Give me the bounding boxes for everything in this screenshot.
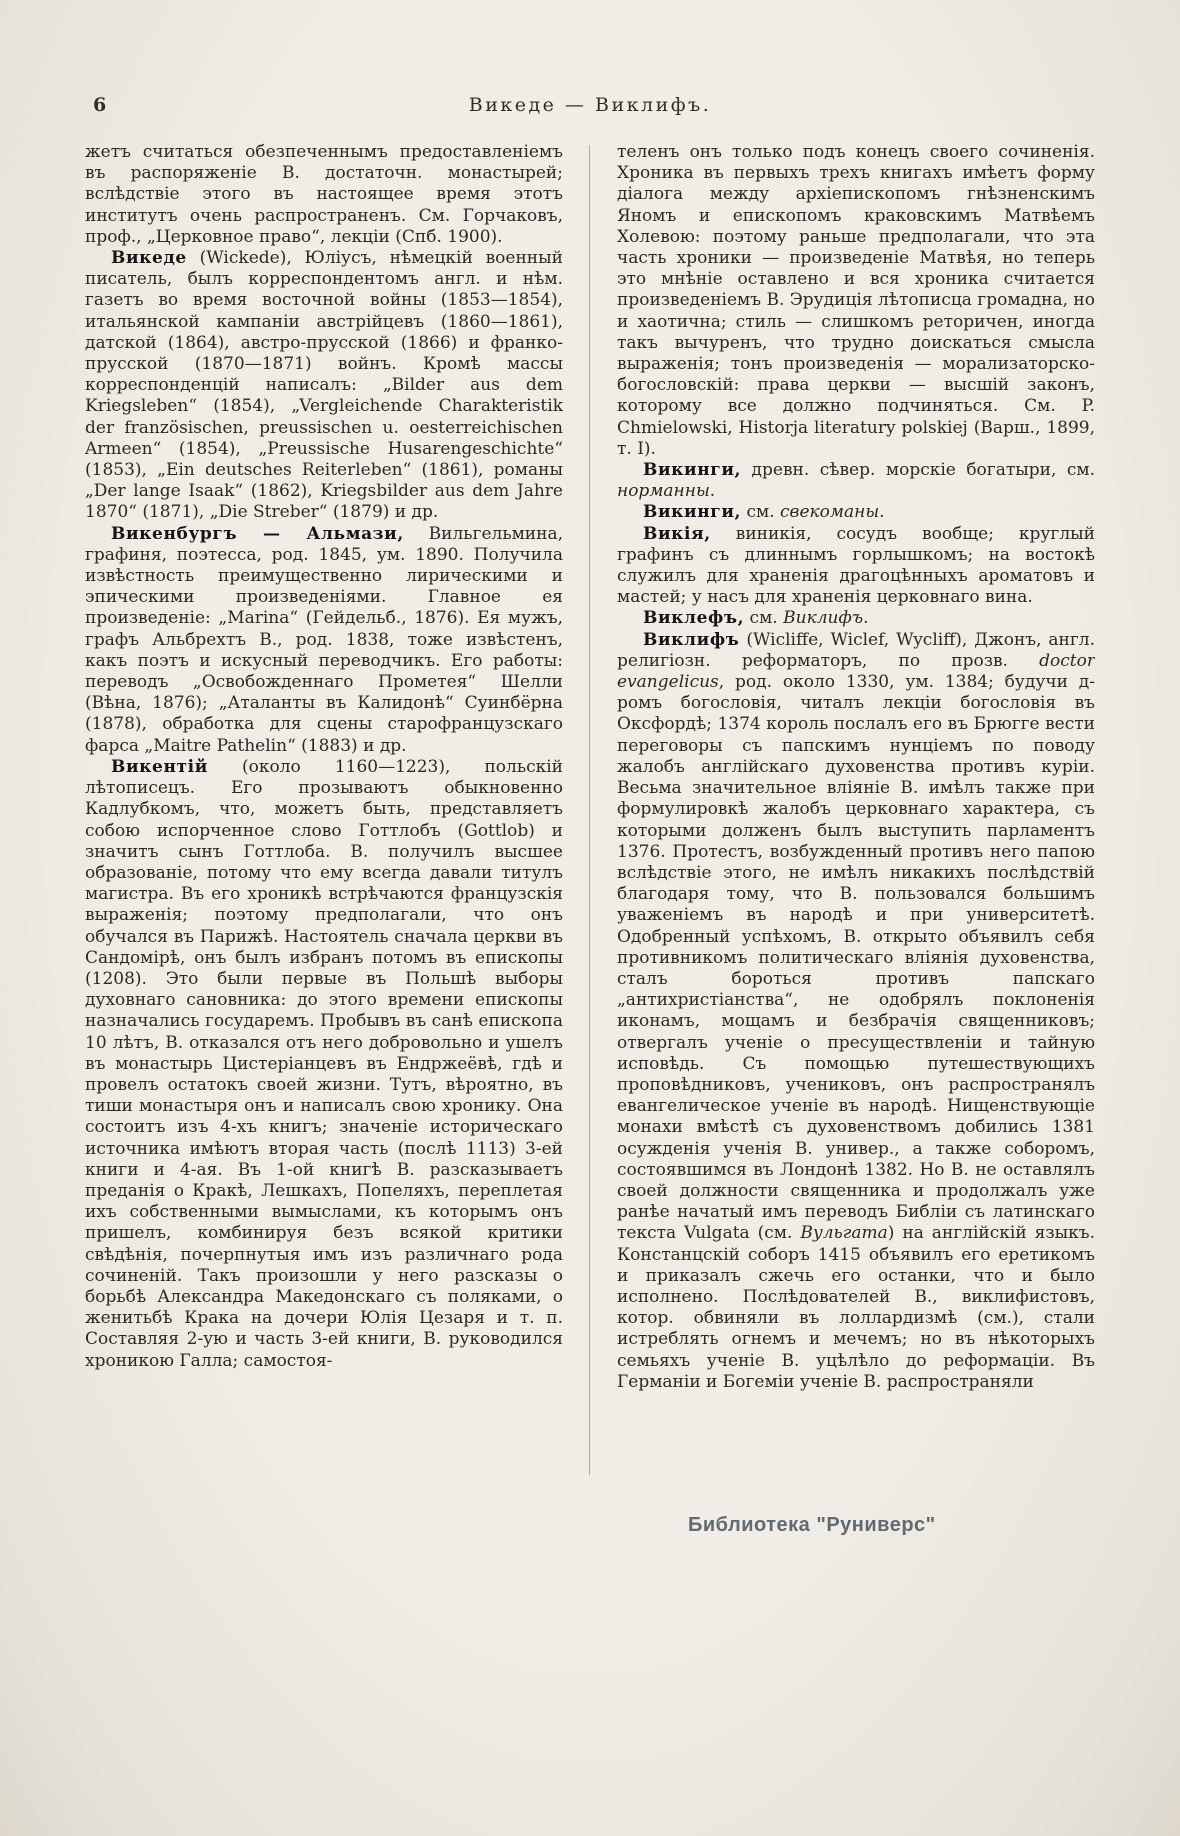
entry-headword: Викеде — [111, 248, 187, 269]
page-number: 6 — [93, 94, 107, 116]
column-left — [85, 142, 563, 1372]
column-divider-rule — [589, 145, 590, 1475]
entry-headword: Викинги, — [643, 460, 742, 481]
entry-headword: Виклифъ — [643, 629, 740, 650]
entry-headword: Викентій — [111, 756, 208, 777]
text-columns — [85, 142, 1095, 1712]
continuation-paragraph: теленъ онъ только подъ конецъ своего сочиненія. Хроника въ первыхъ трехъ книгахъ имѣетъ форму діалога между архіепископомъ гнѣзненскимъ Яномъ и епископомъ краковскимъ Матвѣемъ Холевою: поэтому раньше предполагали, что эта часть хроники — произведеніе Матвѣя, но теперь это мнѣніе оставлено и вся хроника считается произведеніемъ В. Эрудиція лѣтописца громадна, но и хаотична; стиль — слишкомъ реторичен, иногда такъ вычуренъ, что трудно доискаться смысла выраженія; тонъ произведенія — морализаторско-богословскій: права церкви — высшій законъ, которому все должно подчиняться. См. P. Chmielowski, Historja literatury polskiej (Варш., 1899, т. I). — [617, 142, 1095, 459]
running-header — [85, 94, 1095, 116]
entry-paragraph: Виклефъ, см. Виклифъ. — [643, 608, 869, 629]
entry-paragraph: Виклифъ (Wicliffe, Wiclef, Wycliff), Джонъ, англ. религіозн. реформаторъ, по прозв. doctor evangelicus, род. около 1330, ум. 1384; будучи д-ромъ богословія, читалъ лекціи богословія въ Оксфордѣ; 1374 король послалъ его въ Брюгге вести переговоры съ папскимъ нунціемъ по поводу жалобъ англійскаго духовенства противъ куріи. Весьма значительное вліяніе В. имѣлъ также при формулировкѣ жалобъ церковнаго характера, съ которыми долженъ былъ выступить парламентъ 1376. Протестъ, возбужденный противъ него папою вслѣдствіе этого, не имѣлъ никакихъ послѣдствій благодаря тому, что В. пользовался большимъ уваженіемъ въ народѣ и при университетѣ. Одобренный успѣхомъ, В. открыто объявилъ себя противникомъ политическаго вліянія духовенства, сталъ бороться противъ папскаго „антихристіанства“, не одобрялъ поклоненія иконамъ, мощамъ и безбрачія священниковъ; отвергалъ ученіе о пресуществленіи и тайную исповѣдь. Съ помощью путешествующихъ проповѣдниковъ, учениковъ, онъ распространялъ евангелическое ученіе въ народѣ. Нищенствующіе монахи вмѣстѣ съ духовенствомъ добились 1381 осужденія ученія В. универ., а также соборомъ, состоявшимся въ Лондонѣ 1382. Но В. не оставлялъ своей должности священника и продолжалъ уже ранѣе начатый имъ переводъ Библіи съ латинскаго текста Vulgata (см. Вульгата) на англійскій языкъ. Констанцскій соборъ 1415 объявилъ его еретикомъ и приказалъ сжечь его останки, что и было исполнено. Послѣдователей В., виклифистовъ, котор. обвиняли въ лоллардизмѣ (см.), стали истреблять огнемъ и мечемъ; но въ нѣкоторыхъ семьяхъ ученіе В. уцѣлѣло до реформаціи. Въ Германіи и Богеміи ученіе В. распространяли — [617, 629, 1095, 1392]
entry-paragraph: Викентій (около 1160—1223), польскій лѣтописецъ. Его прозываютъ обыкновенно Кадлубкомъ, что, можетъ быть, представляетъ собою испорченное слово Готтлобъ (Gottlob) и значитъ сынъ Готтлоба. В. получилъ высшее образованіе, потому что ему всегда давали титулъ магистра. Въ его хроникѣ встрѣчаются французскія выраженія; поэтому предполагали, что онъ обучался въ Парижѣ. Настоятель сначала церкви въ Сандомірѣ, онъ былъ избранъ потомъ въ епископы (1208). Это были первые въ Польшѣ выборы духовнаго сановника: до этого времени епископы назначались государемъ. Пробывъ въ санѣ епископа 10 лѣтъ, В. отказался отъ него добровольно и ушелъ въ монастырь Цистеріанцевъ въ Ендржеёвѣ, гдѣ и провелъ остатокъ своей жизни. Тутъ, вѣроятно, въ тиши монастыря онъ и написалъ свою хронику. Она состоитъ изъ 4-хъ книгъ; значеніе историческаго источника имѣютъ вторая часть (послѣ 1113) 3-ей книги и 4-ая. Въ 1-ой книгѣ В. разсказываетъ преданія о Кракѣ, Лешкахъ, Попеляхъ, переплетая ихъ собственными вымыслами, къ которымъ онъ пришелъ, комбинируя безъ всякой критики свѣдѣнія, почерпнутыя имъ изъ различнаго рода сочиненій. Такъ произошли у него разсказы о борьбѣ Александра Македонскаго съ поляками, о женитьбѣ Крака на дочери Юлія Цезаря и т. п. Составляя 2-ую и часть 3-ей книги, В. руководился хроникою Галла; самостоя- — [85, 756, 563, 1371]
entry-headword: Викинги, — [643, 502, 742, 523]
entry-paragraph: Викеде (Wickede), Юліусъ, нѣмецкій военный писатель, былъ корреспондентомъ англ. и нѣм. газетъ во время восточной войны (1853—1854), итальянской кампаніи австрійцевъ (1860—1861), датской (1864), австро-прусской (1866) и франко-прусской (1870—1871) войнъ. Кромѣ массы корреспонденцій написалъ: „Bilder aus dem Kriegsleben“ (1854), „Vergleichende Charakteristik der französischen, preussischen u. oesterreichischen Armeen“ (1854), „Preussische Husarengeschichte“ (1853), „Ein deutsches Reiterleben“ (1861), романы „Der lange Isaak“ (1862), Kriegsbilder aus dem Jahre 1870“ (1871), „Die Streber“ (1879) и др. — [85, 248, 563, 523]
column-right — [617, 142, 1095, 1393]
entry-paragraph: Викія, виникія, сосудъ вообще; круглый графинъ съ длиннымъ горлышкомъ; на востокѣ служилъ для храненія драгоцѣнныхъ ароматовъ и мастей; у насъ для храненія церковнаго вина. — [617, 523, 1095, 608]
entry-paragraph: Викенбургъ — Альмази, Вильгельмина, графиня, поэтесса, род. 1845, ум. 1890. Получила извѣстность преимущественно лирическими и эпическими произведеніями. Главное ея произведеніе: „Marina“ (Гейдельб., 1876). Ея мужъ, графъ Альбрехтъ В., род. 1838, тоже извѣстенъ, какъ поэтъ и искусный переводчикъ. Его работы: переводъ „Освобожденнаго Прометея“ Шелли (Вѣна, 1876); „Аталанты въ Калидонѣ“ Суинбёрна (1878), обработка для сцены старофранцузскаго фарса „Maitre Pathelin“ (1883) и др. — [85, 523, 563, 756]
entry-paragraph: Викинги, древн. сѣвер. морскіе богатыри, см. норманны. — [617, 460, 1095, 502]
entry-headword: Виклефъ, — [643, 608, 745, 629]
running-head-title: Викеде — Виклифъ. — [468, 94, 712, 116]
entry-headword: Викенбургъ — Альмази, — [111, 523, 404, 544]
entry-headword: Викія, — [643, 523, 711, 544]
library-watermark: Библиотека "Руниверс" — [688, 1514, 936, 1536]
continuation-paragraph: жетъ считаться обезпеченнымъ предоставленіемъ въ распоряженіе В. достаточн. монастырей; вслѣдствіе этого въ настоящее время этотъ институтъ очень распространенъ. См. Горчаковъ, проф., „Церковное право“, лекціи (Спб. 1900). — [85, 142, 563, 247]
entry-paragraph: Викинги, см. свекоманы. — [643, 502, 885, 523]
